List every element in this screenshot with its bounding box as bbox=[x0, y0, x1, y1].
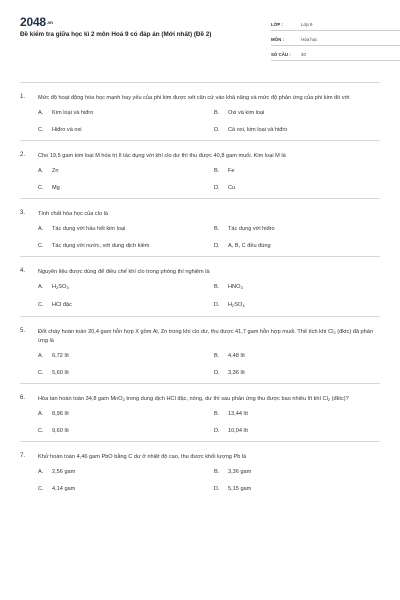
option-text: 3,36 lít bbox=[228, 370, 245, 376]
option-text: Hiđro và oxi bbox=[52, 127, 82, 133]
option-letter: C. bbox=[38, 486, 44, 492]
option-text: 5,15 gam bbox=[228, 486, 252, 492]
question-item bbox=[20, 82, 380, 140]
option-text: 10,04 lít bbox=[228, 428, 248, 434]
meta-label: LỚP : bbox=[271, 22, 283, 27]
formula-subscript: 2 bbox=[56, 285, 59, 290]
site-logo[interactable] bbox=[20, 15, 53, 29]
answer-option[interactable] bbox=[38, 225, 214, 233]
question-item bbox=[20, 383, 380, 441]
option-letter: B. bbox=[214, 168, 220, 174]
question-number: 3. bbox=[20, 210, 26, 216]
answer-options bbox=[38, 225, 380, 250]
meta-value: 30 bbox=[301, 52, 306, 57]
answer-option[interactable] bbox=[214, 126, 380, 134]
option-text: HCl đặc bbox=[52, 302, 72, 308]
question-text: Mức độ hoạt động hóa học mạnh hay yếu của phi kim được xét căn cứ vào khả năng và mức độ phản ứng của phi kim đó với bbox=[38, 95, 350, 101]
option-letter: C. bbox=[38, 302, 44, 308]
answer-option[interactable] bbox=[38, 410, 214, 418]
option-letter: A. bbox=[38, 284, 44, 290]
option-text: 2,56 gam bbox=[52, 469, 76, 475]
meta-row-count bbox=[271, 46, 400, 61]
formula-part: H bbox=[52, 284, 57, 290]
option-text: 4,14 gam bbox=[52, 486, 76, 492]
formula-subscript: 2 bbox=[232, 303, 235, 308]
option-letter: C. bbox=[38, 127, 44, 133]
question-number: 4. bbox=[20, 268, 26, 274]
answer-option[interactable] bbox=[38, 242, 214, 250]
answer-options bbox=[38, 109, 380, 134]
option-text: A, B, C đều đúng bbox=[228, 243, 271, 249]
formula-subscript: 3 bbox=[66, 285, 69, 290]
question-number: 5. bbox=[20, 328, 26, 334]
option-letter: C. bbox=[38, 370, 44, 376]
answer-options bbox=[38, 410, 380, 435]
option-text: Tác dụng với hầu hết kim loại bbox=[52, 226, 126, 232]
option-text: 6,72 lít bbox=[52, 353, 69, 359]
option-letter: D. bbox=[214, 486, 220, 492]
answer-option[interactable] bbox=[214, 109, 380, 117]
option-letter: C. bbox=[38, 185, 44, 191]
question-number: 2. bbox=[20, 152, 26, 158]
meta-row-subject bbox=[271, 31, 400, 46]
question-number: 7. bbox=[20, 453, 26, 459]
question-text-part: trong dung dịch HCl đặc, nóng, dư thì sau phản ứng thu được bao nhiêu lít khí Cl bbox=[124, 396, 328, 402]
question-number: 6. bbox=[20, 395, 26, 401]
answer-option[interactable] bbox=[214, 167, 380, 175]
option-text: Cả oxi, kim loại và hiđro bbox=[228, 127, 288, 133]
option-letter: B. bbox=[214, 353, 220, 359]
option-text: Tác dụng với nước, với dung dịch kiềm bbox=[52, 243, 150, 249]
option-letter: B. bbox=[214, 469, 220, 475]
formula-part: H bbox=[228, 302, 233, 308]
formula-subscript: 2 bbox=[122, 397, 125, 402]
formula-part: SO bbox=[58, 284, 67, 290]
question-text-part: Hòa tan hoàn toàn 34,8 gam MnO bbox=[38, 396, 123, 402]
answer-option[interactable] bbox=[214, 283, 380, 292]
option-text bbox=[52, 283, 69, 292]
option-text: Zn bbox=[52, 168, 59, 174]
formula-subscript: 2 bbox=[327, 397, 331, 402]
answer-options bbox=[38, 468, 380, 493]
meta-value: Lớp 9 bbox=[301, 22, 313, 27]
option-letter: B. bbox=[214, 284, 220, 290]
answer-options bbox=[38, 167, 380, 192]
answer-option[interactable] bbox=[38, 184, 214, 192]
answer-options bbox=[38, 283, 380, 310]
answer-option[interactable] bbox=[38, 126, 214, 134]
logo-main: 2048 bbox=[20, 15, 46, 29]
option-letter: B. bbox=[214, 226, 220, 232]
question-text: Tính chất hóa học của clo là bbox=[38, 211, 108, 217]
option-letter: A. bbox=[38, 353, 44, 359]
option-letter: A. bbox=[38, 226, 44, 232]
answer-option[interactable] bbox=[38, 427, 214, 435]
answer-option[interactable] bbox=[38, 352, 214, 360]
question-item bbox=[20, 140, 380, 198]
option-text bbox=[228, 301, 245, 310]
option-text: Mg bbox=[52, 185, 60, 191]
answer-options bbox=[38, 352, 380, 377]
answer-option[interactable] bbox=[38, 485, 214, 493]
formula-part: SO bbox=[234, 302, 243, 308]
answer-option[interactable] bbox=[38, 167, 214, 175]
option-letter: D. bbox=[214, 127, 220, 133]
question-number: 1. bbox=[20, 94, 26, 100]
option-letter: D. bbox=[214, 302, 220, 308]
meta-value: Hóa học bbox=[301, 37, 318, 42]
option-text: Kim loại và hiđro bbox=[52, 110, 94, 116]
question-text: Nguyên liệu được dùng để điều chế khí clo trong phòng thí nghiệm là bbox=[38, 269, 210, 275]
option-text: Tác dụng với hiđro bbox=[228, 226, 275, 232]
option-letter: A. bbox=[38, 469, 44, 475]
option-letter: A. bbox=[38, 411, 44, 417]
answer-option[interactable] bbox=[214, 468, 380, 476]
answer-option[interactable] bbox=[214, 369, 380, 377]
question-text bbox=[38, 328, 380, 346]
question-item bbox=[20, 441, 380, 499]
answer-option[interactable] bbox=[38, 109, 214, 117]
formula-part: HNO bbox=[228, 284, 241, 290]
header bbox=[20, 12, 380, 70]
question-item bbox=[20, 198, 380, 256]
question-item bbox=[20, 316, 380, 383]
answer-option[interactable] bbox=[214, 352, 380, 360]
option-letter: D. bbox=[214, 370, 220, 376]
option-letter: C. bbox=[38, 428, 44, 434]
question-text bbox=[38, 395, 380, 404]
exam-meta bbox=[271, 16, 400, 61]
answer-option[interactable] bbox=[214, 225, 380, 233]
formula-subscript: 3 bbox=[240, 285, 243, 290]
meta-label: MÔN : bbox=[271, 37, 284, 42]
question-item bbox=[20, 256, 380, 316]
answer-option[interactable] bbox=[38, 301, 214, 310]
question-text-part: Đốt cháy hoàn toàn 20,4 gam hỗn hợp X gồm Al, Zn trong khí clo dư, thu được 41,7 gam hỗn hợp muối. Thể tích khí Cl bbox=[38, 329, 334, 335]
question-text-part: (đktc) đã phản ứng là bbox=[38, 329, 374, 344]
option-letter: A. bbox=[38, 168, 44, 174]
question-text: Cho 19,5 gam kim loại M hóa trị II tác dụng với khí clo dư thì thu được 40,8 gam muối. Kim loại M là bbox=[38, 153, 286, 159]
answer-option[interactable] bbox=[38, 369, 214, 377]
option-letter: C. bbox=[38, 243, 44, 249]
page-title: Đề kiểm tra giữa học kì 2 môn Hoá 9 có đáp án (Mới nhất) (Đề 2) bbox=[20, 31, 212, 38]
option-letter: D. bbox=[214, 428, 220, 434]
question-list bbox=[20, 82, 380, 499]
answer-option[interactable] bbox=[38, 283, 214, 292]
option-text: 9,60 lít bbox=[52, 428, 69, 434]
option-letter: B. bbox=[214, 411, 220, 417]
answer-option[interactable] bbox=[38, 468, 214, 476]
formula-subscript: 4 bbox=[242, 303, 245, 308]
option-text: Oxi và kim loại bbox=[228, 110, 265, 116]
question-text: Khử hoàn toàn 4,46 gam PbO bằng C dư ở nhiệt độ cao, thu được khối lượng Pb là bbox=[38, 454, 247, 460]
option-text: Cu bbox=[228, 185, 236, 191]
formula-subscript: 2 bbox=[333, 330, 336, 335]
option-letter: D. bbox=[214, 243, 220, 249]
answer-option[interactable] bbox=[214, 485, 380, 493]
answer-option[interactable] bbox=[214, 184, 380, 192]
option-text: 5,60 lít bbox=[52, 370, 69, 376]
meta-label: SỐ CÂU : bbox=[271, 52, 291, 57]
option-text: Fe bbox=[228, 168, 235, 174]
answer-option[interactable] bbox=[214, 410, 380, 418]
option-text: 3,36 gam bbox=[228, 469, 252, 475]
answer-option[interactable] bbox=[214, 427, 380, 435]
answer-option[interactable] bbox=[214, 301, 380, 310]
answer-option[interactable] bbox=[214, 242, 380, 250]
logo-sub: .vn bbox=[46, 20, 53, 26]
option-letter: D. bbox=[214, 185, 220, 191]
option-letter: A. bbox=[38, 110, 44, 116]
option-text: 13,44 lít bbox=[228, 411, 248, 417]
option-text: 8,96 lít bbox=[52, 411, 69, 417]
meta-row-class bbox=[271, 16, 400, 31]
question-text-part: (đktc)? bbox=[330, 396, 349, 402]
option-text: 4,48 lít bbox=[228, 353, 245, 359]
option-letter: B. bbox=[214, 110, 220, 116]
option-text bbox=[228, 283, 243, 292]
